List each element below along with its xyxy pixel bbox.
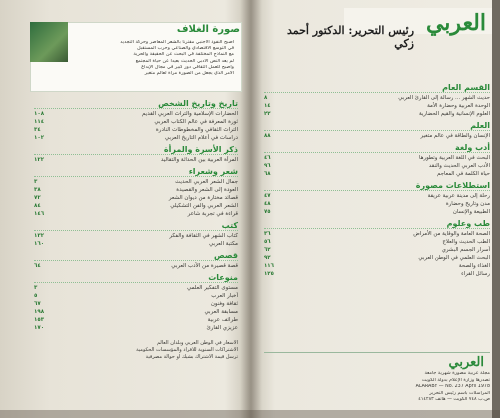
toc-entry[interactable]: طرائف عربية ١٥٣ (34, 317, 238, 323)
toc-entry[interactable]: مسابقة العربي ١٩٨ (34, 309, 238, 315)
toc-entry[interactable]: العلوم الإنسانية والقيم الحضارية ٢٢ (264, 111, 490, 117)
toc-entry[interactable]: التراث الثقافي والمخطوطات النادرة ٣٤ (34, 127, 238, 133)
background-edge (492, 0, 500, 418)
subscription-info (34, 340, 238, 361)
toc-entry[interactable]: حديث الشهر ... رسالة إلى القارئ العربي ٨ (264, 95, 490, 101)
toc-entry[interactable]: البحث العلمي في الوطن العربي ٩٢ (264, 255, 490, 261)
toc-entry[interactable]: مكتبة العربي ١٦٠ (34, 241, 238, 247)
publisher-line: المراسلات باسم رئيس التحرير (429, 390, 490, 396)
cover-text-line: أصبح النفوذ الأجنبي مقترناً بالشعر المعاصر وحركة التجديد (120, 40, 234, 45)
toc-entry[interactable]: أخبار العرب ٥ (34, 293, 238, 299)
section-title: كتب (34, 221, 238, 231)
section-title: ذكر الأسرة والمرأة (34, 145, 238, 155)
publisher-line: تصدرها وزارة الإعلام بدولة الكويت (421, 377, 490, 383)
page-shadow (0, 410, 500, 418)
cover-text-line: وأصبح للعمل الثقافي دور كبير في مجال الإبداع (141, 64, 234, 70)
publisher-details (264, 371, 490, 404)
section-title: شعر وشعراء (34, 167, 238, 177)
section-title: تاريخ وتاريخ الشخص (34, 99, 238, 109)
right-contents-column (264, 80, 490, 278)
toc-entry[interactable]: قصة قصيرة من الأدب العربي ٦٤ (34, 263, 238, 269)
toc-entry[interactable]: الإنسان والطاقة في عالم متغير ٨٨ (264, 133, 490, 139)
toc-entry[interactable]: قراءة في تجربة شاعر ١٤٦ (34, 211, 238, 217)
publisher-line: ص.ب ٧٤٨ الكويت — هاتف ٤١٤٢٨٣ (418, 397, 490, 402)
cover-title: صورة الغلاف (176, 24, 240, 35)
toc-entry[interactable]: رسائل القراء ١٢٥ (264, 271, 490, 277)
magazine-logo: العربي (425, 10, 486, 36)
toc-entry[interactable]: الطبيعة والإنسان ٧٥ (264, 209, 490, 215)
toc-entry[interactable]: رحلة إلى مدينة عربية عريقة ٤٧ (264, 193, 490, 199)
toc-entry[interactable]: الغذاء والصحة ١١٦ (264, 263, 490, 269)
toc-entry[interactable]: أسرار الجسم البشري ٦٢ (264, 247, 490, 253)
left-contents-column (34, 96, 238, 332)
section-title: العلم (264, 121, 490, 131)
footer-logo: العربي (448, 355, 484, 370)
right-page (252, 0, 500, 418)
section-title: قصص (34, 251, 238, 261)
section-title: استطلاعات مصورة (264, 181, 490, 191)
subscription-line: الاشتراكات السنوية للأفراد والمؤسسات الحكومية (136, 347, 238, 353)
publisher-line: ALARABY — No. 237 April 1978 (415, 384, 490, 389)
subscription-line: ترسل قيمة الاشتراك بشيك أو حوالة مصرفية (145, 354, 238, 360)
toc-entry[interactable]: المرأة العربية بين الحداثة والتقاليد ١٢٢ (34, 157, 238, 163)
toc-entry[interactable]: عزيزي القارئ ١٧٠ (34, 325, 238, 331)
toc-entry[interactable]: الطب الحديث والعلاج ٥٦ (264, 239, 490, 245)
toc-entry[interactable]: جمال الشعر العربي الحديث ٣ (34, 179, 238, 185)
cover-text-line: لم يعد النص الأدبي الحديث بعيداً عن حياة المجتمع (135, 58, 234, 64)
toc-entry[interactable]: الشعر العربي والفن التشكيلي ٨٤ (34, 203, 238, 209)
cover-text-line: مع النماذج المختلفة في البحث عن الحقيقة والحرية (133, 52, 234, 58)
toc-entry[interactable]: الحضارات الإسلامية والتراث العربي القديم ١٠٨ (34, 111, 238, 117)
publisher-footer (264, 352, 490, 411)
cover-text-line: الأمر الذي يجعل من الصورة مرآة لعالم متغير (144, 71, 234, 77)
toc-entry[interactable]: قصائد مختارة من ديوان الشعر ٧٢ (34, 195, 238, 201)
section-title: أدب ولغة (264, 143, 490, 153)
toc-entry[interactable]: مستوى التفكير العلمي ٣ (34, 285, 238, 291)
section-title: القسم العام (264, 83, 490, 93)
section-title: طب وعلوم (264, 219, 490, 229)
cover-thumbnail-image (30, 22, 68, 62)
toc-entry[interactable]: ثورة المعرفة في عالم الكتاب العربي ١١٤ (34, 119, 238, 125)
left-page (0, 0, 248, 418)
toc-entry[interactable]: مدن وتاريخ وحضارة ٤٨ (264, 201, 490, 207)
cover-text-line: في التوسع الاقتصادي والصناعي وحرب المستقبل (137, 46, 234, 52)
subscription-line: الأسعار في الوطن العربي وبلدان العالم (156, 340, 238, 346)
section-title: منوعات (34, 273, 238, 283)
toc-entry[interactable]: العودة إلى الشعر والقصيدة ٣٨ (34, 187, 238, 193)
toc-entry[interactable]: الأدب العربي الحديث والنقد ٩٦ (264, 163, 490, 169)
toc-entry[interactable]: دراسات في أعلام التاريخ العربي ١٠٢ (34, 135, 238, 141)
toc-entry[interactable]: الصحة العامة والوقاية من الأمراض ٣٦ (264, 231, 490, 237)
toc-entry[interactable]: حياة الكلمة في المعاجم ٦٨ (264, 171, 490, 177)
editor-in-chief-line: رئيس التحرير: الدكتور أحمد زكي (286, 24, 414, 50)
toc-entry[interactable]: البحث في اللغة العربية وتطورها ٤٦ (264, 155, 490, 161)
cover-text (72, 40, 234, 77)
toc-entry[interactable]: ثقافة وفنون ٦٧ (34, 301, 238, 307)
toc-entry[interactable]: الوحدة العربية وحضارة الأمة ١٤ (264, 103, 490, 109)
toc-entry[interactable]: كتاب الشهر في الثقافة والفكر ١٣٢ (34, 233, 238, 239)
publisher-line: مجلة عربية مصورة شهرية جامعة (424, 371, 490, 376)
